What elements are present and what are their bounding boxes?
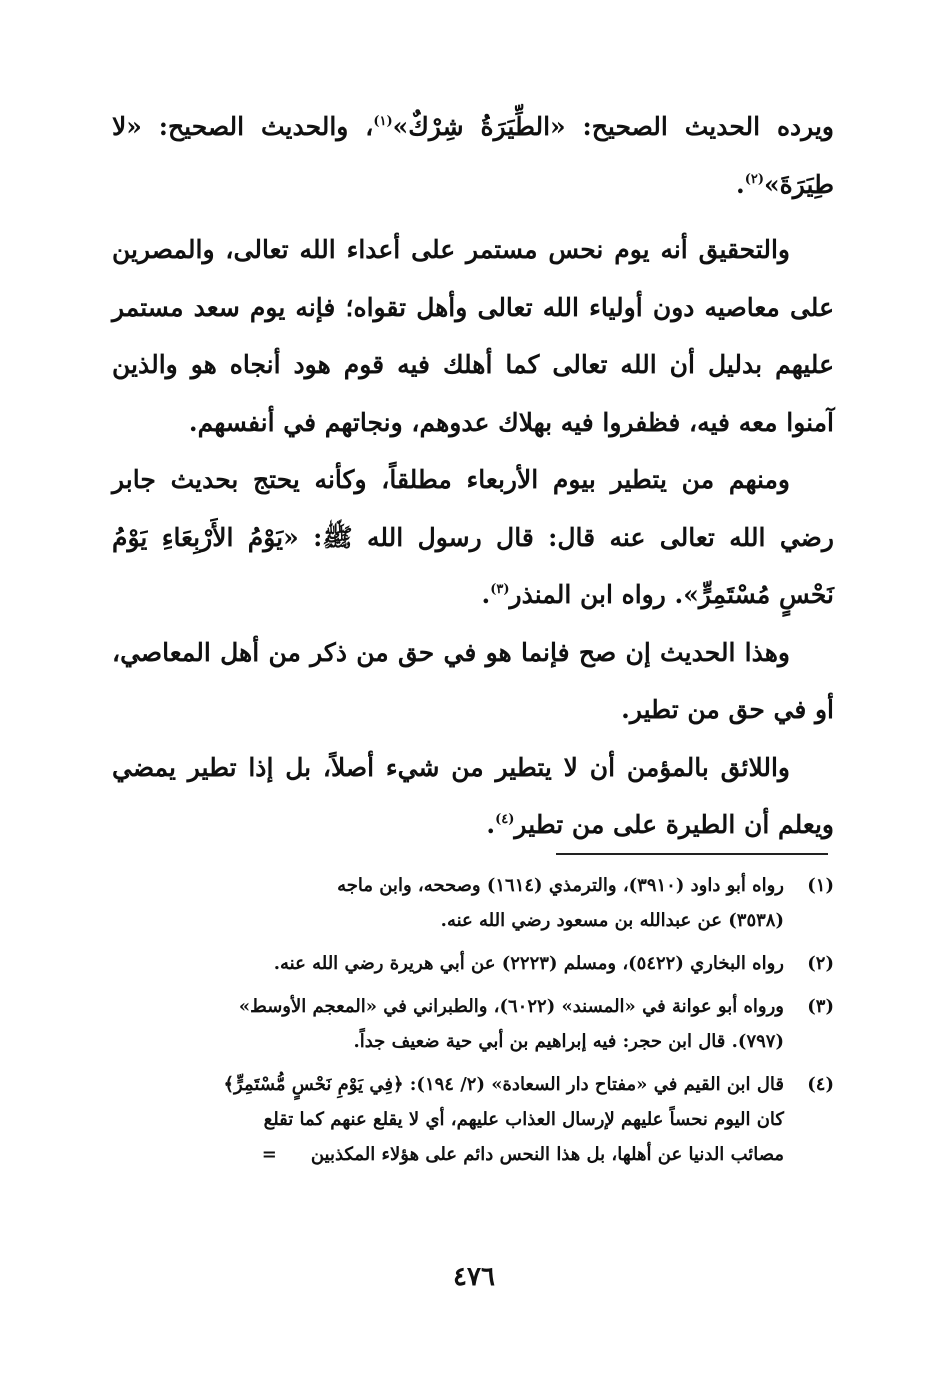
footnote-1 (112, 868, 834, 938)
paragraph-wednesday (112, 451, 834, 624)
footnote-line-text: مصائب الدنيا عن أهلها، بل هذا النحس دائم على هؤلاء المكذبين (310, 1144, 784, 1165)
footnote-ref-3[interactable]: (٣) (490, 582, 510, 597)
paragraph-hadith-note (112, 624, 834, 739)
footnote-line: كان اليوم نحساً عليهم لإرسال العذاب عليهم، أي لا يقلع عنهم كما تقلع (263, 1109, 784, 1130)
footnote-4 (112, 1067, 834, 1172)
paragraph-wednesday-text: ومنهم من يتطير بيوم الأربعاء مطلقاً، وكأنه يحتج بحديث جابر رضي الله تعالى عنه قال: قال رسول الله ﷺ: «يَوْمُ الأَرْبِعَاءِ يَوْمُ نَحْسٍ مُسْتَمِرٍّ». رواه ابن المنذر (112, 465, 834, 609)
footnote-last-line (112, 1137, 784, 1172)
paragraph-believer-end: . (486, 810, 496, 839)
paragraph-hadith-note-text: وهذا الحديث إن صح فإنما هو في حق من ذكر من أهل المعاصي، أو في حق من تطير. (112, 637, 834, 724)
footnote-2 (112, 946, 834, 981)
hadith-line-2: «لا طِيَرَةَ» (112, 112, 834, 199)
hadith-line-1: ويرده الحديث الصحيح: «الطِّيَرَةُ شِرْكٌ» (392, 112, 835, 141)
footnote-line: رواه البخاري (٥٤٢٢)، ومسلم (٢٢٢٣) عن أبي هريرة رضي الله عنه. (273, 953, 784, 974)
paragraph-believer-text: واللائق بالمؤمن أن لا يتطير من شيء أصلاً، بل إذا تطير يمضي ويعلم أن الطيرة على من تطير (112, 752, 834, 839)
footnote-ref-2[interactable]: (٢) (744, 171, 765, 187)
footnote-number: (٢) (807, 953, 834, 974)
footnote-3 (112, 989, 834, 1059)
hadith-line-1-tail: ، والحديث الصحيح: (158, 112, 374, 141)
footnote-ref-4[interactable]: (٤) (495, 812, 515, 827)
footnote-body (112, 946, 784, 981)
footnote-body (112, 868, 784, 938)
hadith-end: . (736, 169, 745, 199)
paragraph-hadith (112, 98, 834, 213)
main-text (112, 98, 834, 854)
footnote-ref-1[interactable]: (١) (373, 114, 393, 129)
page-number: ٤٧٦ (453, 1262, 495, 1292)
footnote-line: قال ابن القيم في «مفتاح دار السعادة» (٢/ ١٩٤): ﴿فِي يَوْمِ نَحْسٍ مُّسْتَمِرٍّ﴾ (223, 1074, 784, 1095)
footnote-body (112, 1067, 784, 1172)
continuation-mark: = (261, 1144, 277, 1165)
paragraph-wednesday-end: . (481, 580, 491, 609)
paragraph-tahqiq (112, 221, 834, 451)
footnote-body (112, 989, 784, 1059)
footnote-line: (٧٩٧). قال ابن حجر: فيه إبراهيم بن أبي حية ضعيف جداً. (353, 1031, 784, 1052)
paragraph-tahqiq-text: والتحقيق أنه يوم نحس مستمر على أعداء الله تعالى، والمصرين على معاصيه دون أولياء الله تعالى وأهل تقواه؛ فإنه يوم سعد مستمر عليهم بدليل أن الله تعالى كما أهلك فيه قوم هود أنجاه هو والذين آمنوا معه فيه، فظفروا فيه بهلاك عدوهم، ونجاتهم في أنفسهم. (112, 235, 834, 437)
footnote-number: (٤) (807, 1074, 834, 1095)
footnote-line: ورواه أبو عوانة في «المسند» (٦٠٢٢)، والطبراني في «المعجم الأوسط» (238, 996, 784, 1017)
footnote-number: (٣) (807, 996, 834, 1017)
footnote-line: (٣٥٣٨) عن عبدالله بن مسعود رضي الله عنه. (440, 910, 784, 931)
footnotes (112, 868, 834, 1180)
paragraph-believer (112, 739, 834, 854)
footnote-divider (556, 853, 828, 855)
footnote-number: (١) (807, 875, 834, 896)
footnote-line: رواه أبو داود (٣٩١٠)، والترمذي (١٦١٤) وصححه، وابن ماجه (337, 875, 784, 896)
